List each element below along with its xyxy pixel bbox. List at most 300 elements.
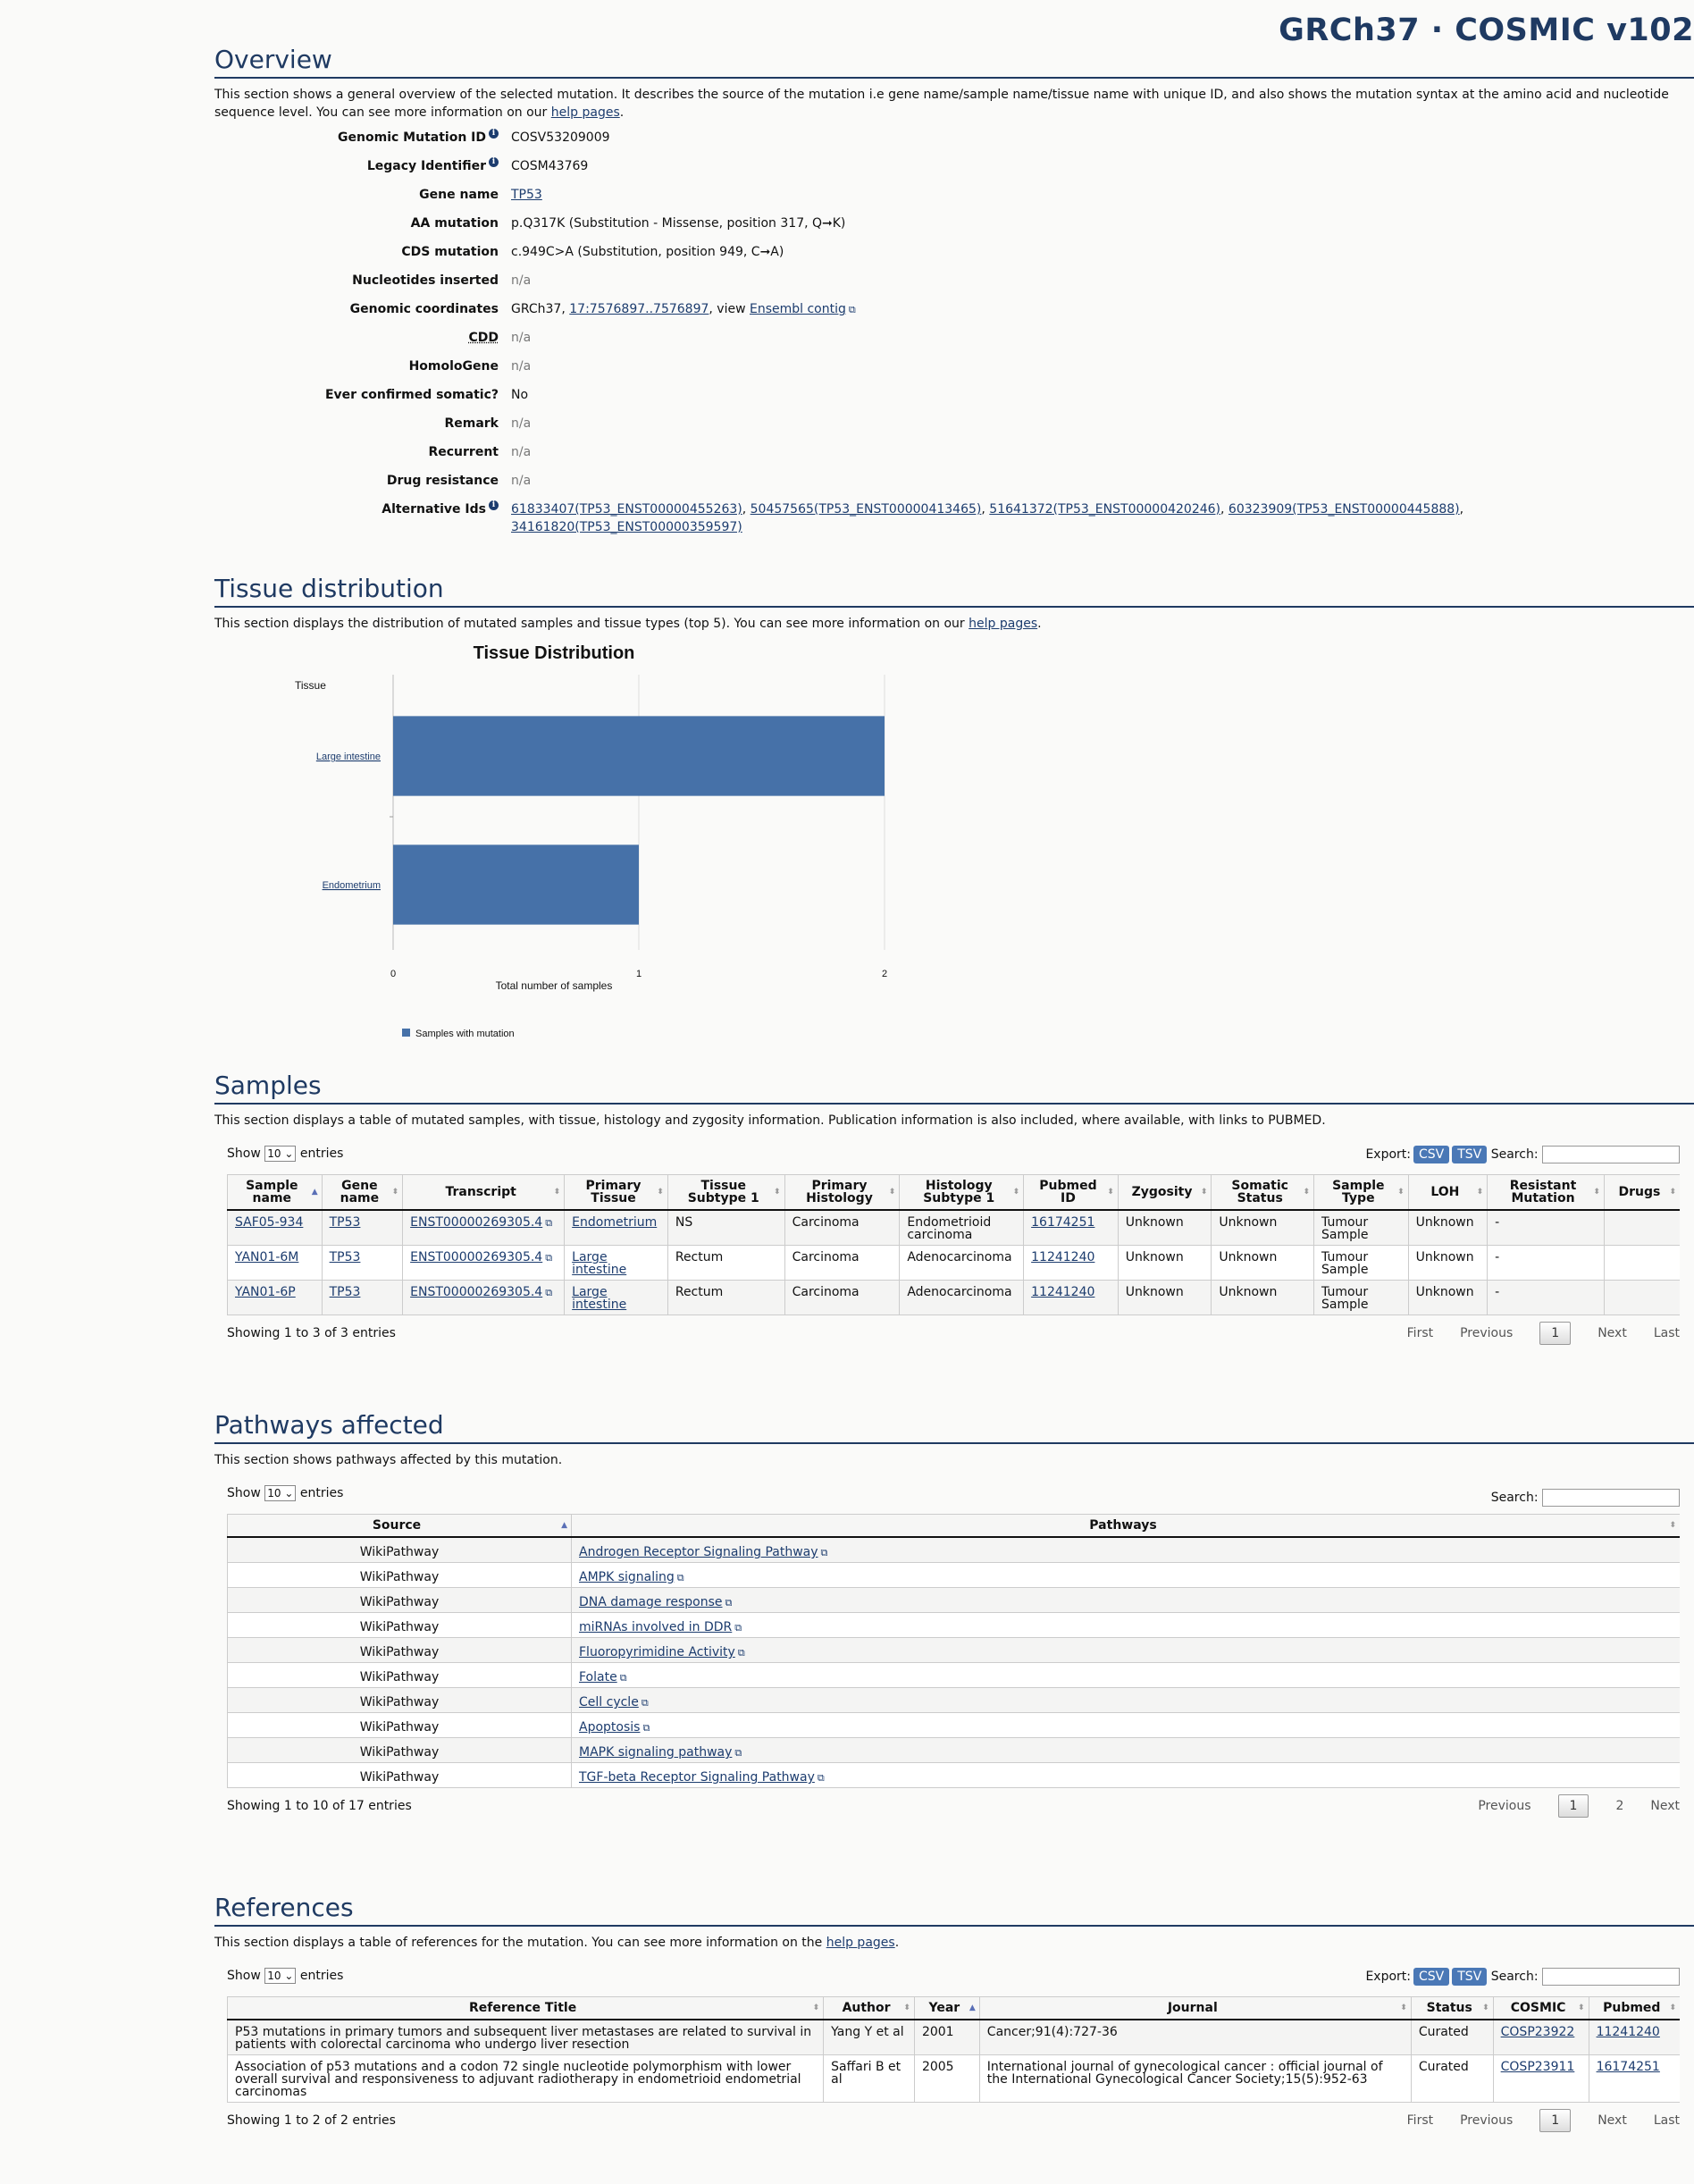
overview-value: [511, 329, 1694, 347]
table-cell-source: [228, 1613, 572, 1638]
chart-x-axis-label: Total number of samples: [495, 979, 613, 992]
table-cell-status: [1411, 2020, 1493, 2055]
external-link-icon: ⧉: [545, 1252, 553, 1264]
references-csv-button[interactable]: CSV: [1413, 1968, 1449, 1986]
overview-key-label: Recurrent: [428, 445, 499, 459]
column-header-primary-histology[interactable]: [784, 1175, 900, 1211]
cell-text: Rectum: [675, 1250, 724, 1264]
overview-key: [214, 500, 511, 518]
references-first-button[interactable]: First: [1406, 2113, 1434, 2128]
overview-value: [511, 300, 1694, 319]
column-header-journal[interactable]: [979, 1997, 1411, 2020]
gene-name-link[interactable]: TP53: [329, 1250, 361, 1264]
column-header-label: Drugs: [1618, 1185, 1661, 1199]
overview-value-text: COSV53209009: [511, 130, 610, 145]
pathways-page-1[interactable]: 1: [1558, 1794, 1589, 1818]
sort-icon: ⬍: [1400, 2003, 1407, 2012]
sample-name-link[interactable]: SAF05-934: [235, 1215, 304, 1230]
table-cell-primary-tissue: [565, 1210, 668, 1246]
cell-text: Unknown: [1415, 1215, 1474, 1230]
pubmed-id-link[interactable]: 11241240: [1031, 1285, 1095, 1299]
samples-search-input[interactable]: [1542, 1146, 1680, 1163]
chart-title: Tissue Distribution: [473, 643, 635, 663]
references-info: Showing 1 to 2 of 2 entries: [227, 2113, 396, 2128]
table-cell-pathways: [572, 1663, 1681, 1688]
overview-value: [511, 186, 1694, 204]
overview-key: [214, 243, 511, 261]
column-header-label: Reference Title: [468, 2001, 577, 2015]
references-length-select[interactable]: 10 ⌄: [264, 1968, 296, 1984]
samples-length-value: 10: [267, 1147, 281, 1160]
references-table-wrapper: [214, 1968, 1694, 2135]
overview-value: [511, 243, 1694, 261]
column-header-zygosity[interactable]: [1118, 1175, 1212, 1211]
info-icon[interactable]: i: [489, 500, 499, 510]
external-link-icon: ⧉: [820, 1547, 828, 1558]
cell-text: Unknown: [1125, 1215, 1184, 1230]
table-cell-year: [914, 2055, 979, 2103]
sort-icon: ⬍: [812, 2003, 820, 2012]
table-cell-histology-subtype-1: [900, 1210, 1024, 1246]
pathways-footer: [227, 1788, 1680, 1820]
references-previous-button[interactable]: Previous: [1460, 2113, 1514, 2128]
column-header-resistant-mutation[interactable]: [1488, 1175, 1605, 1211]
overview-key: [214, 272, 511, 290]
cosmic-link[interactable]: COSP23922: [1500, 2025, 1575, 2039]
table-cell-transcript: [403, 1246, 565, 1281]
table-cell-gene-name: [322, 1246, 403, 1281]
overview-value-text: COSM43769: [511, 159, 589, 173]
samples-table-wrapper: [214, 1146, 1694, 1348]
overview-key: [214, 386, 511, 404]
table-cell-pubmed: [1589, 2020, 1680, 2055]
y-tick-label-endometrium[interactable]: Endometrium: [322, 880, 381, 891]
external-link-icon: ⧉: [725, 1597, 733, 1609]
overview-value-text: n/a: [511, 359, 532, 374]
overview-key: [214, 300, 511, 318]
table-cell-drugs: [1604, 1210, 1680, 1246]
samples-tools: [1365, 1146, 1680, 1163]
column-header-label: Journal: [1167, 2001, 1218, 2015]
references-search-label: Search:: [1490, 1970, 1539, 1984]
column-header-tissue-subtype-1[interactable]: [667, 1175, 784, 1211]
column-header-author[interactable]: [824, 1997, 915, 2020]
table-cell-pathways: [572, 1688, 1681, 1713]
table-cell-reference-title: [228, 2020, 824, 2055]
table-cell-pathways: [572, 1563, 1681, 1588]
column-header-label: Transcript: [445, 1185, 516, 1199]
cell-text: Curated: [1418, 2025, 1469, 2039]
overview-value: [511, 357, 1694, 375]
table-cell-sample-name: [228, 1281, 323, 1315]
column-header-source[interactable]: [228, 1515, 572, 1538]
x-tick-label: 2: [881, 969, 888, 979]
samples-length-select[interactable]: 10 ⌄: [264, 1146, 296, 1162]
table-cell-somatic-status: [1212, 1281, 1314, 1315]
primary-tissue-link[interactable]: Large intestine: [572, 1285, 627, 1312]
cell-text: Carcinoma: [792, 1215, 860, 1230]
column-header-pubmed[interactable]: [1589, 1997, 1680, 2020]
overview-key: [214, 214, 511, 232]
overview-row-alternative-ids: [214, 500, 1694, 536]
info-icon[interactable]: i: [489, 129, 499, 139]
table-cell-primary-tissue: [565, 1246, 668, 1281]
transcript-link[interactable]: ENST00000269305.4: [410, 1250, 543, 1264]
legend-label: Samples with mutation: [415, 1029, 515, 1039]
overview-value-text: c.949C>A (Substitution, position 949, C➞A): [511, 245, 784, 259]
table-cell-primary-histology: [784, 1281, 900, 1315]
gene-name-link[interactable]: TP53: [329, 1285, 361, 1299]
table-cell-drugs: [1604, 1281, 1680, 1315]
gene-link[interactable]: TP53: [511, 188, 542, 202]
table-cell-zygosity: [1118, 1210, 1212, 1246]
overview-value-text: n/a: [511, 273, 532, 288]
tissue-help-link[interactable]: help pages: [969, 617, 1038, 631]
column-header-label: Status: [1426, 2001, 1472, 2015]
pathways-next-button[interactable]: Next: [1650, 1799, 1680, 1813]
cell-text: Unknown: [1415, 1285, 1474, 1299]
cell-text: Unknown: [1219, 1215, 1278, 1230]
pathways-info: Showing 1 to 10 of 17 entries: [227, 1799, 412, 1813]
overview-key-label: CDD: [468, 331, 499, 345]
table-cell-reference-title: [228, 2055, 824, 2103]
table-cell-gene-name: [322, 1281, 403, 1315]
cell-text: Yang Y et al: [831, 2025, 904, 2039]
column-header-drugs[interactable]: [1604, 1175, 1680, 1211]
external-link-icon: ⧉: [642, 1722, 650, 1734]
cell-text: WikiPathway: [359, 1595, 440, 1609]
coordinates-link[interactable]: 17:7576897..7576897: [569, 302, 709, 316]
table-cell-source: [228, 1763, 572, 1788]
references-length-value: 10: [267, 1970, 281, 1982]
sort-icon: ⬍: [1482, 2003, 1489, 2012]
pathways-pagination: [1451, 1794, 1680, 1818]
cosmic-link[interactable]: COSP23911: [1500, 2060, 1575, 2074]
sort-icon: ⬍: [903, 2003, 910, 2012]
alternative-id-link[interactable]: 51641372(TP53_ENST00000420246): [989, 502, 1221, 517]
overview-help-link[interactable]: help pages: [550, 105, 620, 120]
transcript-link[interactable]: ENST00000269305.4: [410, 1285, 543, 1299]
sort-icon: ⬍: [1669, 2003, 1676, 2012]
bar-large-intestine: [393, 716, 885, 795]
pathways-show-label: Show: [227, 1486, 261, 1500]
column-header-label: Pathways: [1089, 1518, 1157, 1533]
sort-icon: ⬍: [1107, 1188, 1114, 1197]
table-cell-tissue-subtype-1: [667, 1246, 784, 1281]
table-cell-somatic-status: [1212, 1246, 1314, 1281]
pubmed-id-link[interactable]: 11241240: [1031, 1250, 1095, 1264]
external-link-icon: ⧉: [734, 1747, 742, 1759]
overview-value-text: n/a: [511, 416, 532, 431]
sample-name-link[interactable]: YAN01-6M: [235, 1250, 299, 1264]
overview-key-label: Gene name: [419, 188, 499, 202]
sort-icon: ⬍: [1012, 1188, 1020, 1197]
table-row: [228, 1210, 1681, 1246]
references-section: [214, 1893, 1694, 2135]
tissue-heading: Tissue distribution: [214, 574, 1694, 608]
pathways-link[interactable]: Fluoropyrimidine Activity: [579, 1645, 735, 1659]
pathways-link[interactable]: DNA damage response: [579, 1595, 723, 1609]
overview-value-text: n/a: [511, 445, 532, 459]
cell-text: -: [1495, 1285, 1500, 1299]
column-header-primary-tissue[interactable]: [565, 1175, 668, 1211]
pathways-link[interactable]: MAPK signaling pathway: [579, 1745, 733, 1760]
column-header-status[interactable]: [1411, 1997, 1493, 2020]
pathways-link[interactable]: miRNAs involved in DDR: [579, 1620, 733, 1634]
table-cell-source: [228, 1537, 572, 1563]
table-cell-loh: [1408, 1246, 1488, 1281]
external-link-icon: ⧉: [737, 1647, 745, 1659]
column-header-sample-name[interactable]: [228, 1175, 323, 1211]
pathways-link[interactable]: AMPK signaling: [579, 1570, 675, 1584]
table-cell-primary-histology: [784, 1210, 900, 1246]
table-cell-pathways: [572, 1588, 1681, 1613]
references-last-button[interactable]: Last: [1653, 2113, 1680, 2128]
references-next-button[interactable]: Next: [1598, 2113, 1627, 2128]
pathways-heading: Pathways affected: [214, 1410, 1694, 1444]
samples-previous-button[interactable]: Previous: [1460, 1326, 1514, 1340]
table-cell-primary-histology: [784, 1246, 900, 1281]
table-cell-transcript: [403, 1281, 565, 1315]
overview-table: [214, 129, 1694, 536]
references-footer: [227, 2103, 1680, 2135]
column-header-label: Primary Tissue: [585, 1179, 642, 1205]
overview-description: This section shows a general overview of the selected mutation. It describes the source of the mutation i.e gene name/sample name/tissue name with unique ID, and also shows the mutation syntax at the amino acid and nucleotide sequence level. You can see more information on our help pages.: [214, 88, 1669, 120]
pathways-previous-button[interactable]: Previous: [1478, 1799, 1531, 1813]
overview-key-label: Drug resistance: [386, 474, 499, 488]
table-row: [228, 1688, 1681, 1713]
references-help-link[interactable]: help pages: [826, 1936, 895, 1950]
table-cell-resistant-mutation: [1488, 1281, 1605, 1315]
overview-key: [214, 415, 511, 433]
references-pagination: [1380, 2109, 1680, 2132]
external-link-icon: ⧉: [817, 1772, 825, 1784]
table-row: [228, 1738, 1681, 1763]
overview-row-aa-mutation: [214, 214, 1694, 243]
sort-icon: ▲: [311, 1188, 318, 1197]
alternative-id-link[interactable]: 61833407(TP53_ENST00000455263): [511, 502, 742, 517]
overview-value: [511, 272, 1694, 290]
table-cell-primary-tissue: [565, 1281, 668, 1315]
pathways-length-select[interactable]: 10 ⌄: [264, 1485, 296, 1501]
samples-table: [227, 1174, 1680, 1315]
legend-swatch: [402, 1029, 410, 1037]
info-icon[interactable]: i: [489, 157, 499, 167]
external-link-icon: ⧉: [545, 1217, 553, 1229]
table-cell-pathways: [572, 1713, 1681, 1738]
overview-row-drug-resistance: [214, 472, 1694, 500]
ensembl-contig-link[interactable]: Ensembl contig: [749, 302, 846, 316]
column-header-gene-name[interactable]: [322, 1175, 403, 1211]
column-header-pubmed-id[interactable]: [1024, 1175, 1119, 1211]
y-tick-label-large-intestine[interactable]: Large intestine: [315, 752, 381, 762]
cell-text: Cancer;91(4):727-36: [986, 2025, 1118, 2039]
sort-icon: ⬍: [391, 1188, 399, 1197]
alternative-id-link[interactable]: 60323909(TP53_ENST00000445888): [1228, 502, 1460, 517]
alternative-id-link[interactable]: 50457565(TP53_ENST00000413465): [750, 502, 982, 517]
gene-name-link[interactable]: TP53: [329, 1215, 361, 1230]
x-tick-label: 0: [390, 969, 397, 979]
pubmed-link[interactable]: 11241240: [1596, 2025, 1660, 2039]
table-cell-author: [824, 2020, 915, 2055]
table-cell-source: [228, 1663, 572, 1688]
column-header-transcript[interactable]: [403, 1175, 565, 1211]
samples-heading: Samples: [214, 1071, 1694, 1105]
primary-tissue-link[interactable]: Large intestine: [572, 1250, 627, 1277]
table-cell-resistant-mutation: [1488, 1246, 1605, 1281]
column-header-label: Primary Histology: [806, 1179, 873, 1205]
overview-value: [511, 472, 1694, 490]
overview-key: [214, 186, 511, 204]
sort-icon: ⬍: [1476, 1188, 1484, 1197]
pathways-length-value: 10: [267, 1487, 281, 1499]
pathways-toolbar: [227, 1485, 1680, 1514]
overview-value: [511, 157, 1694, 175]
overview-key-label: Legacy Identifier: [366, 159, 486, 173]
overview-value-text: n/a: [511, 331, 532, 345]
cell-text: International journal of gynecological cancer : official journal of the International Gynecological Cancer Society;15(5):952-63: [986, 2060, 1383, 2087]
samples-next-button[interactable]: Next: [1598, 1326, 1627, 1340]
overview-value: 61833407(TP53_ENST00000455263), 50457565(TP53_ENST00000413465), 51641372(TP53_ENST00000420246), 60323909(TP53_ENST00000445888), 34161820(TP53_ENST00000359597): [511, 502, 1464, 534]
transcript-link[interactable]: ENST00000269305.4: [410, 1215, 543, 1230]
overview-row-homologene: [214, 357, 1694, 386]
primary-tissue-link[interactable]: Endometrium: [572, 1215, 658, 1230]
column-header-label: Tissue Subtype 1: [687, 1179, 759, 1205]
table-row: [228, 1763, 1681, 1788]
cell-text: Unknown: [1219, 1285, 1278, 1299]
table-row: [228, 1588, 1681, 1613]
overview-row-remark: [214, 415, 1694, 443]
external-link-icon: ⧉: [848, 304, 856, 315]
pathways-tools: [1491, 1489, 1680, 1507]
table-cell-journal: [979, 2020, 1411, 2055]
alternative-id-link[interactable]: 34161820(TP53_ENST00000359597): [511, 520, 742, 534]
column-header-sample-type[interactable]: [1314, 1175, 1409, 1211]
pathways-link[interactable]: Apoptosis: [579, 1720, 641, 1735]
column-header-label: Source: [372, 1518, 422, 1533]
pathways-link[interactable]: TGF-beta Receptor Signaling Pathway: [579, 1770, 815, 1785]
samples-last-button[interactable]: Last: [1653, 1326, 1680, 1340]
samples-section: [214, 1071, 1694, 1348]
column-header-label: Zygosity: [1131, 1185, 1193, 1199]
cell-text: Adenocarcinoma: [907, 1250, 1012, 1264]
column-header-year[interactable]: [914, 1997, 979, 2020]
table-cell-histology-subtype-1: [900, 1246, 1024, 1281]
overview-key: [214, 443, 511, 461]
pathways-link[interactable]: Cell cycle: [579, 1695, 639, 1709]
cell-text: -: [1495, 1215, 1500, 1230]
table-cell-source: [228, 1738, 572, 1763]
table-cell-loh: [1408, 1210, 1488, 1246]
sort-icon: ⬍: [1397, 1188, 1405, 1197]
column-header-label: Resistant Mutation: [1509, 1179, 1577, 1205]
sort-icon: ▲: [969, 2003, 976, 2012]
tissue-chart: [268, 639, 929, 1050]
column-header-reference-title[interactable]: [228, 1997, 824, 2020]
pathways-search-input[interactable]: [1542, 1489, 1680, 1507]
pubmed-id-link[interactable]: 16174251: [1031, 1215, 1095, 1230]
coordinates-assembly: GRCh37,: [511, 302, 570, 316]
sort-icon: ⬍: [1200, 1188, 1208, 1197]
table-cell-source: [228, 1688, 572, 1713]
table-cell-histology-subtype-1: [900, 1281, 1024, 1315]
tissue-description: This section displays the distribution of mutated samples and tissue types (top 5). You can see more information on our help pages.: [214, 617, 1042, 631]
column-header-label: Histology Subtype 1: [923, 1179, 995, 1205]
table-cell-journal: [979, 2055, 1411, 2103]
overview-value: [511, 214, 1694, 232]
references-toolbar: [227, 1968, 1680, 1996]
samples-entries-label: entries: [299, 1147, 344, 1161]
column-header-label: Pubmed: [1603, 2001, 1661, 2015]
references-table: [227, 1996, 1680, 2103]
table-cell-sample-name: [228, 1246, 323, 1281]
table-cell-pathways: [572, 1613, 1681, 1638]
overview-key-label: HomoloGene: [408, 359, 499, 374]
table-cell-somatic-status: [1212, 1210, 1314, 1246]
table-cell-drugs: [1604, 1246, 1680, 1281]
overview-key-label: Genomic Mutation ID: [338, 130, 486, 145]
column-header-loh[interactable]: [1408, 1175, 1488, 1211]
table-row: [228, 1563, 1681, 1588]
overview-key: [214, 129, 511, 147]
samples-csv-button[interactable]: CSV: [1413, 1146, 1449, 1163]
cell-text: WikiPathway: [359, 1670, 440, 1684]
references-tsv-button[interactable]: TSV: [1452, 1968, 1487, 1986]
x-tick-label: 1: [635, 969, 642, 979]
table-cell-source: [228, 1638, 572, 1663]
bar-endometrium: [393, 844, 639, 924]
column-header-label: Sample Type: [1332, 1179, 1385, 1205]
samples-pagination: [1380, 1322, 1680, 1345]
table-cell-pathways: [572, 1763, 1681, 1788]
table-cell-pubmed: [1589, 2055, 1680, 2103]
table-row: [228, 1537, 1681, 1563]
pathways-page-2[interactable]: 2: [1615, 1799, 1624, 1813]
references-search-input[interactable]: [1542, 1968, 1680, 1986]
table-cell-year: [914, 2020, 979, 2055]
samples-page-1[interactable]: 1: [1539, 1322, 1571, 1345]
table-cell-sample-name: [228, 1210, 323, 1246]
samples-length: [227, 1146, 343, 1162]
cell-text: Unknown: [1125, 1285, 1184, 1299]
table-cell-pathways: [572, 1638, 1681, 1663]
samples-first-button[interactable]: First: [1406, 1326, 1434, 1340]
table-cell-resistant-mutation: [1488, 1210, 1605, 1246]
cell-text: Unknown: [1125, 1250, 1184, 1264]
column-header-label: Somatic Status: [1231, 1179, 1288, 1205]
pathways-link[interactable]: Androgen Receptor Signaling Pathway: [579, 1545, 818, 1559]
column-header-pathways[interactable]: [572, 1515, 1681, 1538]
column-header-histology-subtype-1[interactable]: [900, 1175, 1024, 1211]
samples-tsv-button[interactable]: TSV: [1452, 1146, 1487, 1163]
cell-text: Saffari B et al: [831, 2060, 902, 2087]
pathways-link[interactable]: Folate: [579, 1670, 617, 1684]
pubmed-link[interactable]: 16174251: [1596, 2060, 1660, 2074]
column-header-somatic-status[interactable]: [1212, 1175, 1314, 1211]
column-header-cosmic[interactable]: [1493, 1997, 1589, 2020]
cell-text: Unknown: [1219, 1250, 1278, 1264]
overview-heading: Overview: [214, 45, 1694, 79]
overview-row-recurrent: [214, 443, 1694, 472]
references-page-1[interactable]: 1: [1539, 2109, 1571, 2132]
table-cell-sample-type: [1314, 1281, 1409, 1315]
overview-value: [511, 129, 1694, 147]
sample-name-link[interactable]: YAN01-6P: [235, 1285, 296, 1299]
table-row: [228, 1613, 1681, 1638]
tissue-desc-text: This section displays the distribution of mutated samples and tissue types (top 5). You can see more information on our: [214, 617, 969, 631]
overview-key: [214, 157, 511, 175]
table-cell-cosmic: [1493, 2055, 1589, 2103]
